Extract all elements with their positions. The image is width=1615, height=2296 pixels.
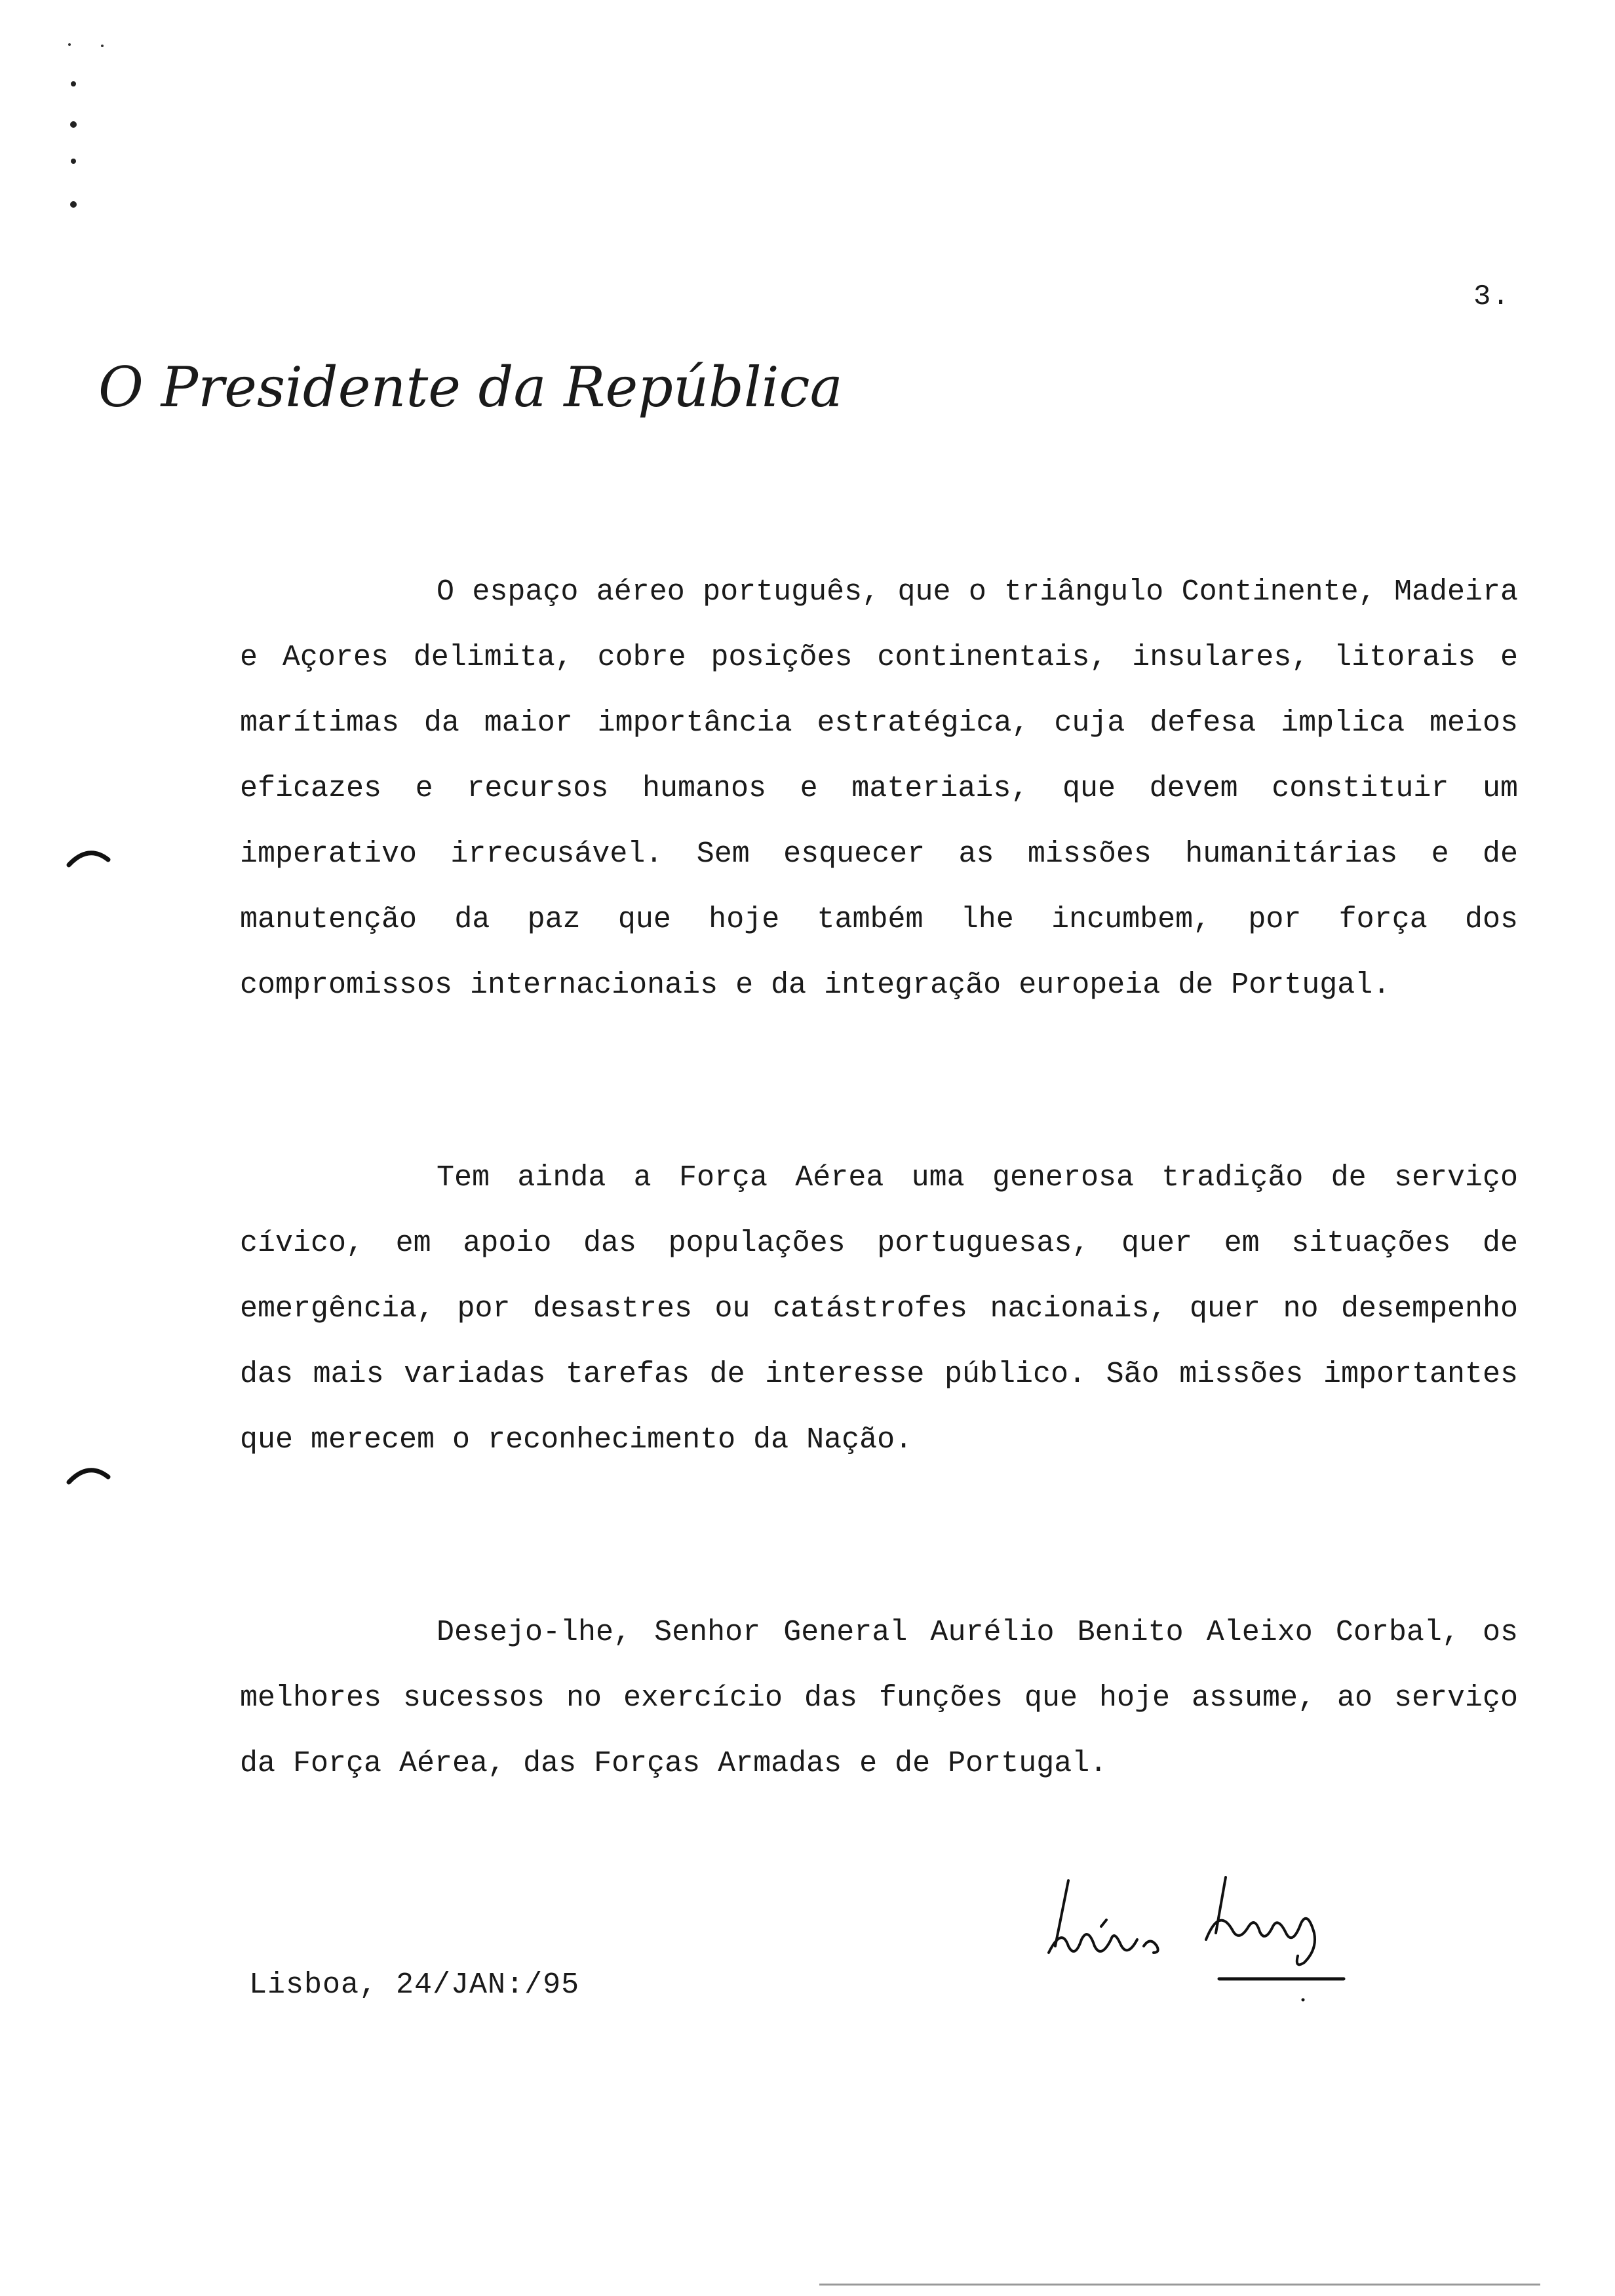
punch-hole-mark-top — [66, 845, 111, 871]
letterhead-script — [98, 341, 843, 439]
place-date: Lisboa, 24/JAN:/95 — [249, 1968, 580, 2002]
letterhead-text: O Presidente da República — [98, 355, 843, 419]
punch-hole-mark-bottom — [66, 1463, 111, 1489]
page-number: 3. — [1473, 280, 1511, 313]
scan-edge-line — [819, 2284, 1540, 2286]
body-paragraph-2: Tem ainda a Força Aérea uma generosa tradição de serviço cívico, em apoio das populações portuguesas, quer em situações de emergência, por desastres ou catástrofes nacionais, quer no desempenho das mais variadas tarefas de interesse público. São missões importantes que merecem o reconhecimento da Nação. — [240, 1161, 1518, 1457]
margin-dots — [66, 26, 118, 223]
letterhead — [98, 341, 843, 439]
body-paragraph-3: Desejo-lhe, Senhor General Aurélio Benito Aleixo Corbal, os melhores sucessos no exercício das funções que hoje assume, ao serviço da Força Aérea, das Forças Armadas e de Portugal. — [240, 1616, 1518, 1780]
body-paragraph-1: O espaço aéreo português, que o triângulo Continente, Madeira e Açores delimita, cobre posições continentais, insulares, litorais e marítimas da maior importância estratégica, cuja defesa implica meios eficazes e recursos humanos e materiais, que devem constituir um imperativo irrecusável. Sem esquecer as missões humanitárias e de manutenção da paz que hoje também lhe incumbem, por força dos compromissos internacionais e da integração europeia de Portugal. — [240, 575, 1518, 1002]
handwritten-signature — [1029, 1854, 1357, 2025]
